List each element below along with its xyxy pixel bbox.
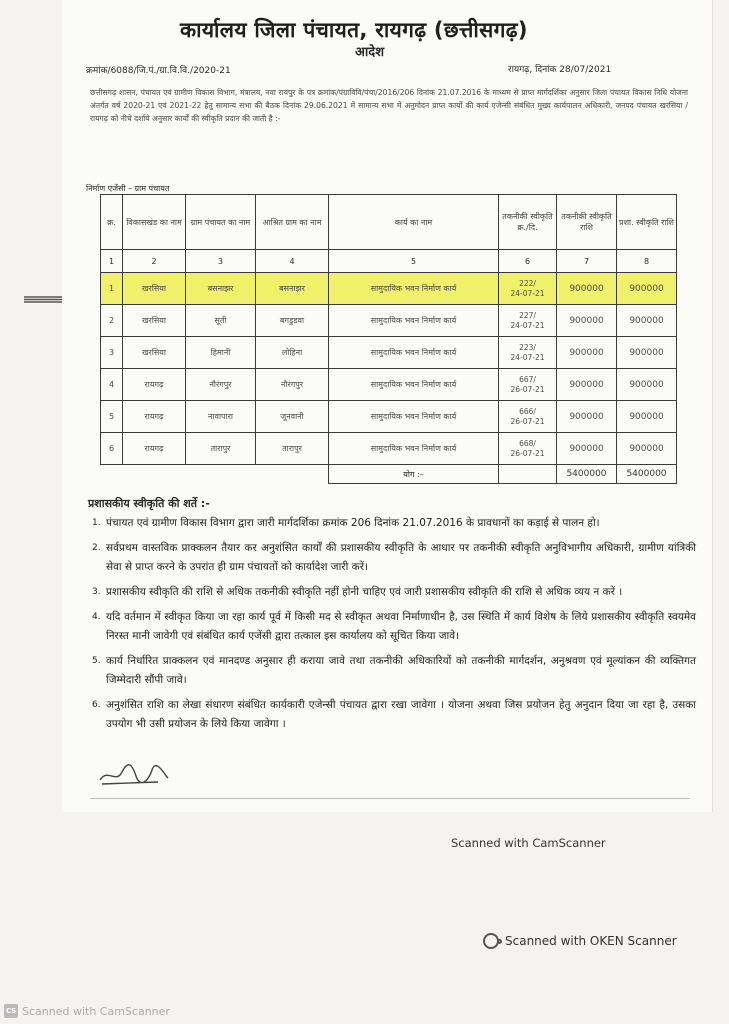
total-label: योग :–: [329, 465, 499, 484]
condition-text: प्रशासकीय स्वीकृति की राशि से अधिक तकनीकी स्वीकृति नहीं होनी चाहिए एवं जारी प्रशासकीय स्वीकृति की राशि से अधिक व्यय न करें ।: [106, 586, 623, 598]
ts-amount-cell: 900000: [557, 433, 617, 465]
condition-text: कार्य निर्धारित प्राक्कलन एवं मानदण्ड अनुसार ही कराया जावे तथा तकनीकी अधिकारियों को तकनीकी मार्गदर्शन, अनुश्रवण एवं मूल्यांकन की व्यक्तिगत जिम्मेदारी सौंपी जावे।: [106, 655, 696, 686]
ts-date: 24-07-21: [510, 320, 545, 330]
as-amount-cell: 900000: [617, 273, 677, 305]
condition-item: [92, 583, 696, 602]
conditions-list: [92, 514, 696, 740]
ts-amount-cell: 900000: [557, 369, 617, 401]
condition-number: 6.: [92, 700, 101, 710]
technical-sanction-cell: [499, 337, 557, 369]
ts-date: 26-07-21: [510, 416, 545, 426]
ts-amount-cell: 900000: [557, 401, 617, 433]
condition-item: [92, 696, 696, 734]
signature-scribble: [98, 760, 178, 788]
total-row: [101, 465, 677, 484]
column-number-row: [101, 250, 677, 273]
block-cell: खरसिया: [123, 273, 186, 305]
column-number: 1: [101, 250, 123, 273]
gram-panchayat-cell: नावापारा: [186, 401, 256, 433]
village-cell: नौरंगपुर: [256, 369, 329, 401]
table-row: [101, 433, 677, 465]
gram-panchayat-cell: बसनाझर: [186, 273, 256, 305]
reference-number: क्रमांक/6088/जि.पं./ग्रा.वि.वि./2020-21: [86, 66, 231, 76]
technical-sanction-cell: [499, 273, 557, 305]
condition-item: [92, 539, 696, 577]
total-ts-amount: 5400000: [557, 465, 617, 484]
work-name-cell: सामुदायिक भवन निर्माण कार्य: [329, 433, 499, 465]
as-amount-cell: 900000: [617, 401, 677, 433]
condition-text: पंचायत एवं ग्रामीण विकास विभाग द्वारा जारी मार्गदर्शिका क्रमांक 206 दिनांक 21.07.2016 के प्रावधानों का कड़ाई से पालन हो।: [106, 517, 600, 529]
serial-cell: 6: [101, 433, 123, 465]
gram-panchayat-cell: तारापुर: [186, 433, 256, 465]
serial-cell: 3: [101, 337, 123, 369]
condition-text: यदि वर्तमान में स्वीकृत किया जा रहा कार्य पूर्व में किसी मद से स्वीकृत अथवा निर्माणाधीन है, उस स्थिति में कार्य विशेष के लिये प्रशासकीय स्वीकृति स्वयमेव निरस्त मानी जावेगी एवं संबंधित कार्य एजेंसी द्वारा तत्काल इस कार्यालय को सूचित किया जावे।: [106, 611, 696, 642]
oken-watermark: [483, 933, 677, 949]
technical-sanction-cell: [499, 305, 557, 337]
empty-cell: [256, 465, 329, 484]
gram-panchayat-cell: सूती: [186, 305, 256, 337]
ts-date: 26-07-21: [510, 448, 545, 458]
oken-scanner-logo-icon: [483, 933, 499, 949]
camscanner-footer: [4, 1004, 170, 1018]
camscanner-watermark: Scanned with CamScanner: [451, 836, 606, 850]
gram-panchayat-cell: नौरंगपुर: [186, 369, 256, 401]
ts-number: 222/: [519, 278, 536, 288]
village-cell: बगडुडवा: [256, 305, 329, 337]
header-cell: प्रशा. स्वीकृति राशि: [617, 195, 677, 250]
empty-cell: [101, 465, 123, 484]
block-cell: रायगढ़: [123, 369, 186, 401]
ts-number: 667/: [519, 374, 536, 384]
block-cell: रायगढ़: [123, 433, 186, 465]
table-row: [101, 369, 677, 401]
serial-cell: 5: [101, 401, 123, 433]
header-cell: तकनीकी स्वीकृति क्र./दि.: [499, 195, 557, 250]
ts-date: 24-07-21: [510, 352, 545, 362]
block-cell: रायगढ़: [123, 401, 186, 433]
empty-cell: [123, 465, 186, 484]
village-cell: जूनवानी: [256, 401, 329, 433]
condition-item: [92, 608, 696, 646]
technical-sanction-cell: [499, 369, 557, 401]
header-cell: विकासखंड का नाम: [123, 195, 186, 250]
camscanner-footer-text: Scanned with CamScanner: [22, 1004, 170, 1018]
block-cell: खरसिया: [123, 337, 186, 369]
condition-item: [92, 652, 696, 690]
table-row: [101, 273, 677, 305]
column-number: 2: [123, 250, 186, 273]
order-label: आदेश: [355, 45, 385, 60]
table-row: [101, 337, 677, 369]
work-name-cell: सामुदायिक भवन निर्माण कार्य: [329, 305, 499, 337]
condition-item: [92, 514, 696, 533]
condition-text: सर्वप्रथम वास्तविक प्राक्कलन तैयार कर अनुशंसित कार्यों की प्रशासकीय स्वीकृति के आधार पर तकनीकी स्वीकृति अनुविभागीय अधिकारी, ग्रामीण यांत्रिकी सेवा से प्राप्त करने के उपरांत ही ग्राम पंचायतों को कार्यादेश जारी करें।: [106, 542, 696, 573]
ts-number: 668/: [519, 438, 536, 448]
header-cell: आश्रित ग्राम का नाम: [256, 195, 329, 250]
gram-panchayat-cell: हिमानी: [186, 337, 256, 369]
condition-number: 2.: [92, 543, 101, 553]
ts-date: 24-07-21: [510, 288, 545, 298]
condition-number: 3.: [92, 587, 101, 597]
conditions-heading: प्रशासकीय स्वीकृति की शर्ते :-: [88, 497, 210, 510]
table-header-row: [101, 195, 677, 250]
table-row: [101, 305, 677, 337]
ts-amount-cell: 900000: [557, 273, 617, 305]
oken-watermark-text: Scanned with OKEN Scanner: [505, 934, 677, 948]
ts-amount-cell: 900000: [557, 337, 617, 369]
as-amount-cell: 900000: [617, 433, 677, 465]
as-amount-cell: 900000: [617, 337, 677, 369]
fold-mark: [24, 296, 62, 303]
column-number: 5: [329, 250, 499, 273]
ts-number: 666/: [519, 406, 536, 416]
as-amount-cell: 900000: [617, 369, 677, 401]
camscanner-logo-icon: CS: [4, 1004, 18, 1018]
condition-text: अनुशंसित राशि का लेखा संधारण संबंधित कार्यकारी एजेन्सी पंचायत द्वारा रखा जावेगा । योजना अथवा जिस प्रयोजन हेतु अनुदान दिया जा रहा है, उसका उपयोग भी उसी प्रयोजन के लिये किया जावेगा ।: [106, 699, 696, 730]
ts-amount-cell: 900000: [557, 305, 617, 337]
serial-cell: 4: [101, 369, 123, 401]
agency-label: निर्माण एजेंसी – ग्राम पंचायत: [86, 184, 170, 193]
village-cell: तारापुर: [256, 433, 329, 465]
column-number: 4: [256, 250, 329, 273]
work-name-cell: सामुदायिक भवन निर्माण कार्य: [329, 369, 499, 401]
works-table: [100, 194, 677, 484]
empty-cell: [186, 465, 256, 484]
condition-number: 5.: [92, 656, 101, 666]
work-name-cell: सामुदायिक भवन निर्माण कार्य: [329, 337, 499, 369]
serial-cell: 2: [101, 305, 123, 337]
serial-cell: 1: [101, 273, 123, 305]
intro-paragraph: छत्तीसगढ़ शासन, पंचायत एवं ग्रामीण विकास विभाग, मंत्रालय, नवा रायपुर के पत्र क्रमांक/पंग्राविवि/पंचा/2016/206 दिनांक 21.07.2016 के माध्यम से प्राप्त मार्गदर्शिका अनुसार जिला पंचायत विकास निधि योजना अंतर्गत वर्ष 2020-21 एवं 2021-22 हेतु सामान्य सभा की बैठक दिनांक 29.06.2021 में सामान्य सभा में अनुमोदन प्राप्त कार्यो की कार्य एजेन्सी संबंधित मुख्य कार्यपालन अधिकारी, जनपद पंचायत खरसिया / रायगढ़ को नीचे दर्शाये अनुसार कार्यों की स्वीकृति प्रदान की जाती है :-: [90, 88, 688, 124]
page-bottom-rule: [90, 798, 690, 799]
column-number: 3: [186, 250, 256, 273]
condition-number: 4.: [92, 612, 101, 622]
column-number: 7: [557, 250, 617, 273]
header-cell: तकनीकी स्वीकृति राशि: [557, 195, 617, 250]
header-cell: क्र.: [101, 195, 123, 250]
village-cell: बसनाझर: [256, 273, 329, 305]
ts-number: 227/: [519, 310, 536, 320]
technical-sanction-cell: [499, 401, 557, 433]
empty-cell: [499, 465, 557, 484]
work-name-cell: सामुदायिक भवन निर्माण कार्य: [329, 273, 499, 305]
table-row: [101, 401, 677, 433]
block-cell: खरसिया: [123, 305, 186, 337]
ts-number: 223/: [519, 342, 536, 352]
office-title: कार्यालय जिला पंचायत, रायगढ़ (छत्तीसगढ़): [180, 18, 528, 42]
as-amount-cell: 900000: [617, 305, 677, 337]
column-number: 8: [617, 250, 677, 273]
ts-date: 26-07-21: [510, 384, 545, 394]
condition-number: 1.: [92, 518, 101, 528]
column-number: 6: [499, 250, 557, 273]
work-name-cell: सामुदायिक भवन निर्माण कार्य: [329, 401, 499, 433]
technical-sanction-cell: [499, 433, 557, 465]
order-date: रायगढ़, दिनांक 28/07/2021: [508, 65, 612, 75]
village-cell: लोहिना: [256, 337, 329, 369]
total-as-amount: 5400000: [617, 465, 677, 484]
header-cell: कार्य का नाम: [329, 195, 499, 250]
header-cell: ग्राम पंचायत का नाम: [186, 195, 256, 250]
